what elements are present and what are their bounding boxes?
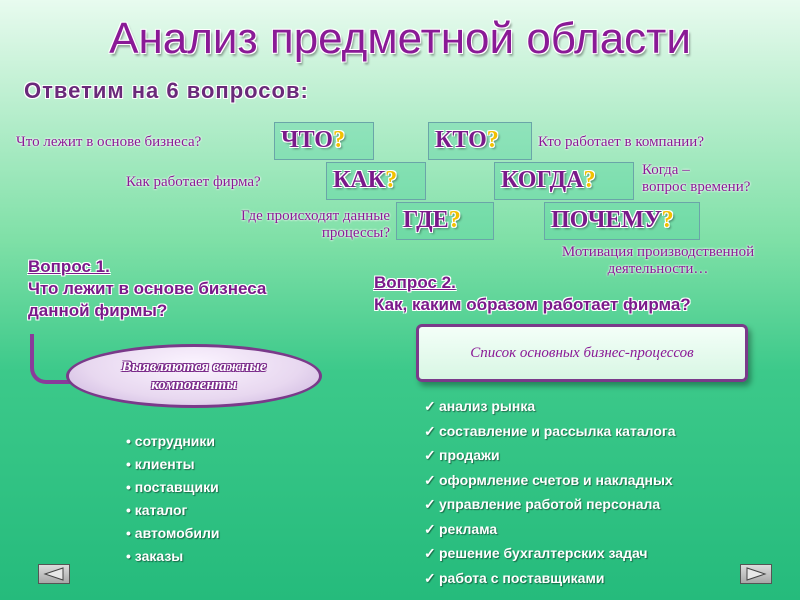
checkmark-icon: ✓ — [424, 422, 436, 439]
checkmark-icon: ✓ — [424, 471, 436, 488]
list-item: • каталог — [126, 499, 220, 522]
qmark-kak: ? — [385, 167, 398, 193]
box-kogda — [494, 162, 634, 200]
question2-heading-block — [374, 272, 691, 316]
list-item — [424, 394, 676, 419]
list-item-text: работа с поставщиками — [439, 569, 605, 586]
list-item-text: управление работой персонала — [439, 496, 661, 512]
list-item: • заказы — [126, 545, 220, 568]
word-kak: КАК — [333, 167, 386, 193]
question1-heading: Вопрос 1. — [28, 257, 110, 276]
label-chto: Что лежит в основе бизнеса? — [16, 134, 202, 150]
box-pochemu — [544, 202, 700, 240]
word-kto: КТО — [435, 127, 487, 153]
list-item-text: оформление счетов и накладных — [439, 471, 673, 488]
word-gde: ГДЕ — [403, 207, 449, 233]
word-pochemu: ПОЧЕМУ — [551, 207, 662, 233]
qmark-pochemu: ? — [661, 207, 674, 233]
question2-heading: Вопрос 2. — [374, 273, 456, 292]
processes-box: Список основных бизнес-процессов — [416, 324, 748, 382]
question1-line1: Что лежит в основе бизнеса — [28, 279, 267, 298]
box-chto — [274, 122, 374, 160]
list-item — [424, 566, 676, 591]
page-title: Анализ предметной области — [109, 14, 691, 63]
list-item: • поставщики — [126, 476, 220, 499]
list-item — [424, 517, 676, 542]
list-item — [424, 541, 676, 566]
list-item-text: решение бухгалтерских задач — [439, 545, 648, 561]
checkmark-icon: ✓ — [424, 545, 436, 561]
list-item-text: реклама — [439, 520, 498, 537]
prev-icon — [43, 567, 65, 581]
list-item-text: составление и рассылка каталога — [439, 422, 676, 439]
word-kogda: КОГДА — [501, 167, 584, 193]
prev-button[interactable] — [38, 564, 70, 584]
list-item: • автомобили — [126, 522, 220, 545]
list-item — [424, 468, 676, 493]
list-item: • клиенты — [126, 453, 220, 476]
list-item: • сотрудники — [126, 430, 220, 453]
label-gde-line2: процессы? — [321, 225, 390, 241]
checkmark-icon: ✓ — [424, 569, 436, 586]
checkmark-icon: ✓ — [424, 398, 436, 414]
word-chto: ЧТО — [281, 127, 333, 153]
checkmark-icon: ✓ — [424, 447, 436, 463]
label-kak: Как работает фирма? — [126, 174, 261, 190]
list-item — [424, 419, 676, 444]
label-pochemu-line1: Мотивация производственной — [561, 244, 755, 260]
qmark-gde: ? — [448, 207, 461, 233]
next-button[interactable] — [740, 564, 772, 584]
box-gde — [396, 202, 494, 240]
question1-line2: данной фирмы? — [28, 301, 168, 320]
qmark-chto: ? — [332, 127, 345, 153]
qmark-kto: ? — [486, 127, 499, 153]
list-item-text: продажи — [439, 447, 500, 463]
label-kogda-line1: Когда – — [642, 162, 690, 178]
list-item — [424, 492, 676, 517]
processes-list — [424, 394, 676, 590]
components-oval: Выявляются важные компоненты — [66, 344, 322, 408]
label-gde — [178, 208, 390, 242]
box-kto — [428, 122, 532, 160]
list-item-text: анализ рынка — [439, 398, 536, 414]
label-kogda-line2: вопрос времени? — [642, 179, 751, 195]
label-gde-line1: Где происходят данные — [240, 208, 390, 224]
components-list — [126, 430, 220, 568]
subtitle: Ответим на 6 вопросов: — [24, 78, 309, 103]
list-item — [424, 443, 676, 468]
box-kak — [326, 162, 426, 200]
next-icon — [745, 567, 767, 581]
question2-line1: Как, каким образом работает фирма? — [374, 295, 691, 314]
checkmark-icon: ✓ — [424, 496, 436, 512]
label-pochemu-line2: деятельности… — [607, 261, 709, 277]
question1-heading-block — [28, 256, 266, 322]
label-kogda — [642, 162, 750, 196]
checkmark-icon: ✓ — [424, 520, 436, 537]
label-kto: Кто работает в компании? — [538, 134, 704, 150]
qmark-kogda: ? — [583, 167, 596, 193]
